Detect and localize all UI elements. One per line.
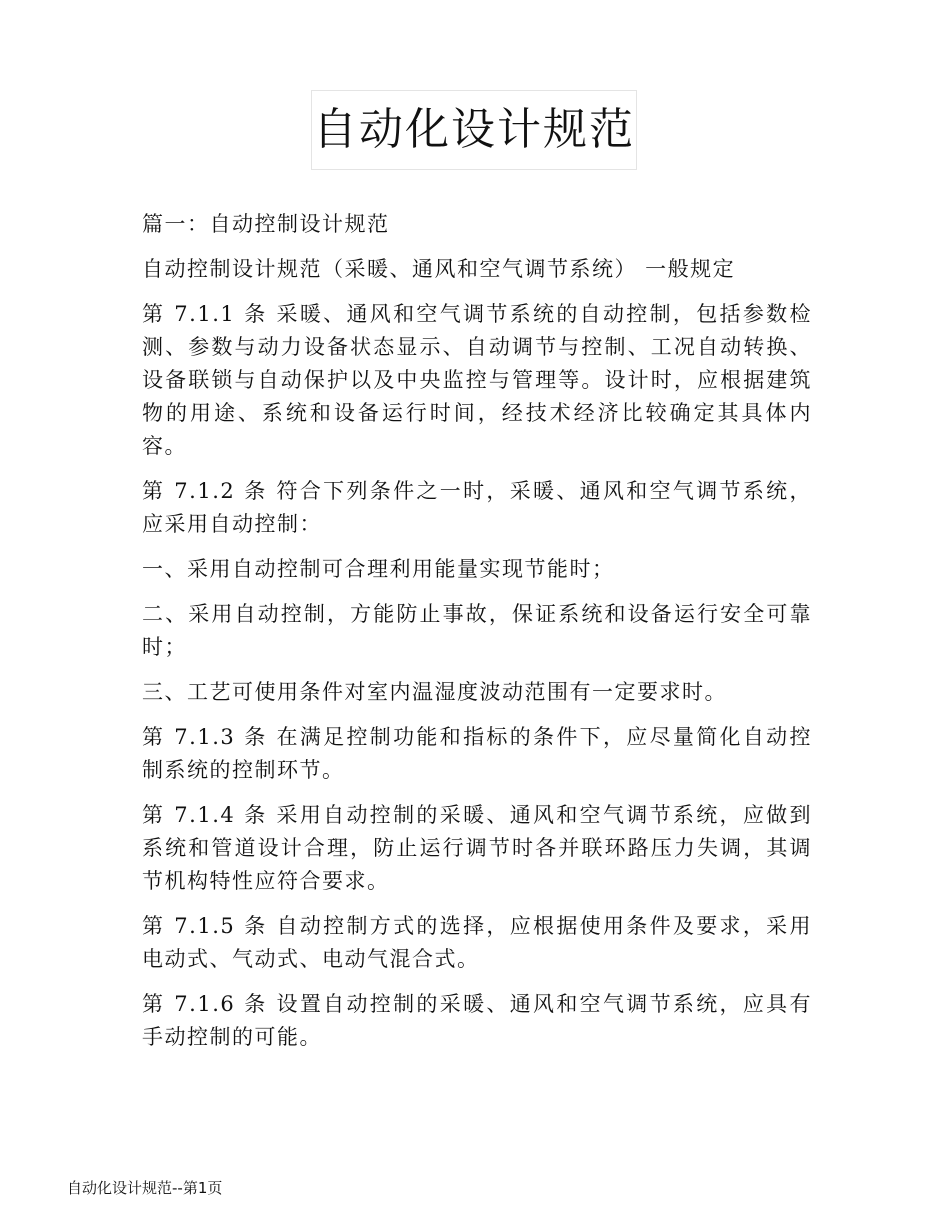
paragraph-condition-2: 二、采用自动控制，方能防止事故，保证系统和设备运行安全可靠时； [142, 602, 812, 659]
page-footer: 自动化设计规范--第1页 [67, 1179, 223, 1197]
title-box [311, 90, 637, 170]
paragraph-article-7-1-5: 第 7.1.5 条 自动控制方式的选择，应根据使用条件及要求，采用电动式、气动式、电动气混合式。 [142, 914, 812, 971]
document-body [142, 208, 812, 1066]
paragraph-general-provisions: 自动控制设计规范（采暖、通风和空气调节系统） 一般规定 [142, 257, 736, 281]
paragraph-article-7-1-1: 第 7.1.1 条 采暖、通风和空气调节系统的自动控制，包括参数检测、参数与动力设备状态显示、自动调节与控制、工况自动转换、设备联锁与自动保护以及中央监控与管理等。设计时，应根据建筑物的用途、系统和设备运行时间，经技术经济比较确定其具体内容。 [142, 302, 812, 458]
paragraph-article-7-1-6: 第 7.1.6 条 设置自动控制的采暖、通风和空气调节系统，应具有手动控制的可能。 [142, 992, 812, 1049]
paragraph-article-7-1-3: 第 7.1.3 条 在满足控制功能和指标的条件下，应尽量简化自动控制系统的控制环节。 [142, 725, 812, 782]
paragraph-article-7-1-2: 第 7.1.2 条 符合下列条件之一时，采暖、通风和空气调节系统，应采用自动控制： [142, 479, 812, 536]
document-title: 自动化设计规范 [313, 104, 635, 155]
paragraph-section-heading: 篇一：自动控制设计规范 [142, 212, 390, 236]
paragraph-condition-1: 一、采用自动控制可合理利用能量实现节能时； [142, 557, 615, 581]
paragraph-condition-3: 三、工艺可使用条件对室内温湿度波动范围有一定要求时。 [142, 680, 727, 704]
paragraph-article-7-1-4: 第 7.1.4 条 采用自动控制的采暖、通风和空气调节系统，应做到系统和管道设计合理，防止运行调节时各并联环路压力失调，其调节机构特性应符合要求。 [142, 803, 812, 893]
